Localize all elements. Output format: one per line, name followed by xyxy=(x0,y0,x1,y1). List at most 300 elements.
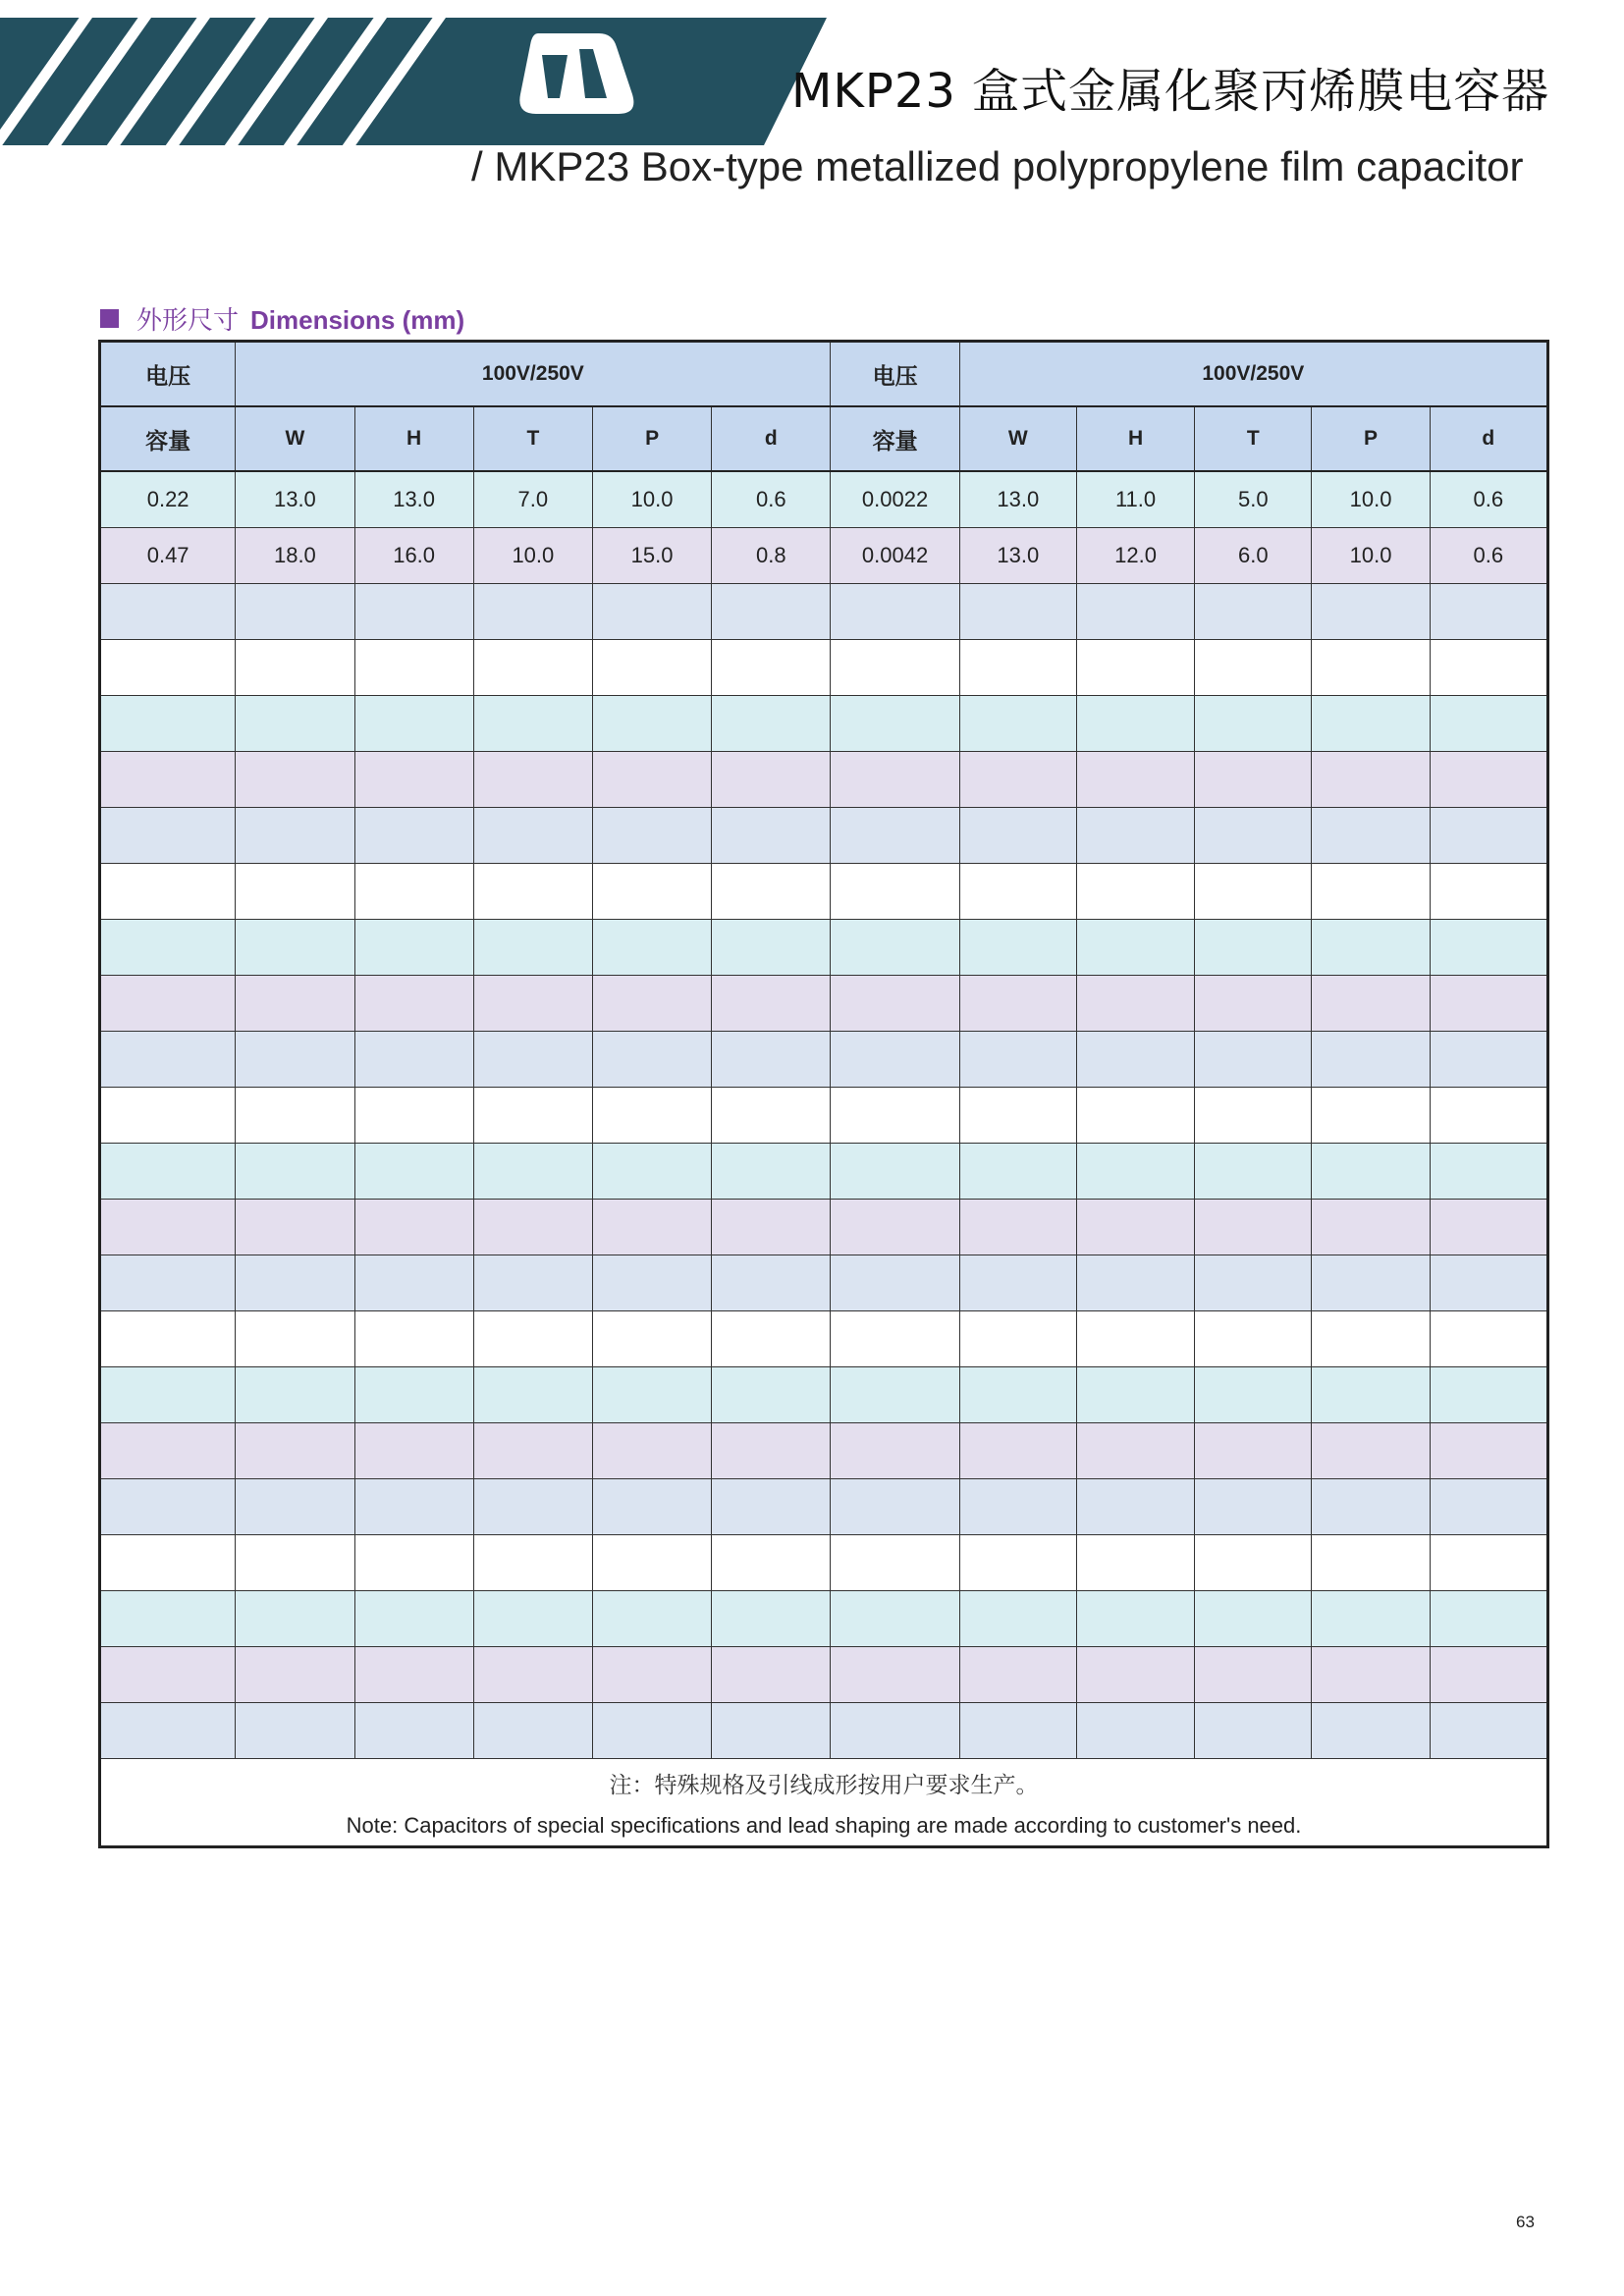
table-cell xyxy=(1076,1200,1194,1255)
voltage-label-right: 电压 xyxy=(831,342,959,407)
table-cell xyxy=(831,752,959,808)
table-cell xyxy=(959,1200,1076,1255)
table-cell xyxy=(592,1423,711,1479)
table-cell xyxy=(1312,1088,1430,1144)
table-cell xyxy=(1076,1032,1194,1088)
table-cell xyxy=(959,1032,1076,1088)
table-cell: 0.6 xyxy=(1430,471,1547,528)
table-cell xyxy=(959,1647,1076,1703)
table-cell xyxy=(100,1088,236,1144)
table-row xyxy=(100,584,1548,640)
column-header-w: W xyxy=(959,406,1076,471)
table-row xyxy=(100,1647,1548,1703)
table-cell xyxy=(236,1200,354,1255)
table-cell xyxy=(959,920,1076,976)
table-cell xyxy=(712,696,831,752)
table-cell xyxy=(712,1423,831,1479)
table-cell xyxy=(1430,1200,1547,1255)
table-cell xyxy=(236,1535,354,1591)
page-title-cn: MKP23 盒式金属化聚丙烯膜电容器 xyxy=(791,64,1550,119)
table-cell xyxy=(831,1367,959,1423)
table-cell: 0.47 xyxy=(100,528,236,584)
column-header-d: d xyxy=(1430,406,1547,471)
table-cell xyxy=(236,1144,354,1200)
table-cell xyxy=(712,1311,831,1367)
table-cell xyxy=(473,1311,592,1367)
table-cell xyxy=(100,976,236,1032)
table-cell: 11.0 xyxy=(1076,471,1194,528)
table-cell xyxy=(831,1255,959,1311)
table-cell xyxy=(592,1647,711,1703)
table-cell xyxy=(236,584,354,640)
table-cell xyxy=(592,1255,711,1311)
table-cell xyxy=(473,1032,592,1088)
table-cell xyxy=(473,1647,592,1703)
table-cell xyxy=(1076,1703,1194,1759)
table-cell xyxy=(100,696,236,752)
table-cell xyxy=(712,1032,831,1088)
table-cell xyxy=(1312,1255,1430,1311)
table-cell xyxy=(1312,976,1430,1032)
table-cell xyxy=(354,1479,473,1535)
table-row xyxy=(100,1255,1548,1311)
table-cell xyxy=(1312,584,1430,640)
table-cell xyxy=(473,1088,592,1144)
table-cell xyxy=(236,1591,354,1647)
table-cell xyxy=(1312,640,1430,696)
table-cell xyxy=(592,976,711,1032)
table-cell xyxy=(592,1479,711,1535)
table-cell xyxy=(959,1088,1076,1144)
table-cell xyxy=(1076,1367,1194,1423)
table-cell xyxy=(1195,1703,1312,1759)
table-cell xyxy=(100,920,236,976)
table-cell xyxy=(1430,1591,1547,1647)
table-cell xyxy=(100,1423,236,1479)
table-cell xyxy=(831,1200,959,1255)
table-cell xyxy=(831,1479,959,1535)
table-cell xyxy=(831,640,959,696)
table-cell xyxy=(959,1703,1076,1759)
table-cell xyxy=(354,1255,473,1311)
table-cell xyxy=(592,1535,711,1591)
column-header-t: T xyxy=(473,406,592,471)
table-cell: 0.8 xyxy=(712,528,831,584)
table-cell: 10.0 xyxy=(1312,528,1430,584)
column-header-w: W xyxy=(236,406,354,471)
table-cell xyxy=(1076,1255,1194,1311)
table-cell xyxy=(831,1423,959,1479)
table-cell xyxy=(592,640,711,696)
table-cell xyxy=(712,1144,831,1200)
table-cell: 0.6 xyxy=(1430,528,1547,584)
table-cell xyxy=(354,584,473,640)
table-cell xyxy=(592,808,711,864)
table-cell xyxy=(959,584,1076,640)
table-cell xyxy=(1312,808,1430,864)
table-row xyxy=(100,1200,1548,1255)
table-row xyxy=(100,808,1548,864)
table-cell xyxy=(100,1255,236,1311)
table-cell xyxy=(1076,1088,1194,1144)
table-cell xyxy=(100,1535,236,1591)
table-cell xyxy=(592,1032,711,1088)
table-cell xyxy=(959,1591,1076,1647)
table-cell xyxy=(100,1032,236,1088)
voltage-label-left: 电压 xyxy=(100,342,236,407)
table-cell xyxy=(592,1088,711,1144)
table-cell xyxy=(100,752,236,808)
table-cell xyxy=(831,584,959,640)
table-cell xyxy=(1312,1032,1430,1088)
table-cell xyxy=(1312,1200,1430,1255)
table-cell xyxy=(712,1479,831,1535)
table-cell xyxy=(1430,1703,1547,1759)
table-cell xyxy=(1312,1367,1430,1423)
table-cell xyxy=(712,808,831,864)
table-cell xyxy=(712,1535,831,1591)
table-cell xyxy=(354,976,473,1032)
table-cell: 6.0 xyxy=(1195,528,1312,584)
table-cell xyxy=(1430,1255,1547,1311)
table-cell xyxy=(1312,1703,1430,1759)
table-cell xyxy=(473,864,592,920)
table-cell xyxy=(354,1423,473,1479)
table-cell xyxy=(592,864,711,920)
table-cell xyxy=(473,752,592,808)
table-cell xyxy=(354,696,473,752)
table-cell xyxy=(1195,584,1312,640)
table-cell xyxy=(712,1703,831,1759)
table-cell xyxy=(1195,1479,1312,1535)
table-cell: 16.0 xyxy=(354,528,473,584)
column-header-row xyxy=(100,406,1548,471)
header-banner xyxy=(0,0,1624,189)
table-cell xyxy=(1312,1647,1430,1703)
table-cell xyxy=(712,1088,831,1144)
table-cell xyxy=(473,1144,592,1200)
table-row xyxy=(100,1144,1548,1200)
table-cell xyxy=(959,864,1076,920)
table-cell xyxy=(100,640,236,696)
table-cell: 15.0 xyxy=(592,528,711,584)
table-cell xyxy=(1195,920,1312,976)
table-cell: 0.0042 xyxy=(831,528,959,584)
table-cell xyxy=(1195,808,1312,864)
table-row xyxy=(100,1479,1548,1535)
table-cell xyxy=(712,584,831,640)
table-cell xyxy=(712,640,831,696)
table-cell xyxy=(473,1479,592,1535)
section-title-en: Dimensions (mm) xyxy=(250,305,465,335)
table-cell xyxy=(592,752,711,808)
table-cell xyxy=(712,752,831,808)
table-cell xyxy=(236,1647,354,1703)
table-cell: 10.0 xyxy=(473,528,592,584)
table-cell xyxy=(354,1311,473,1367)
table-cell xyxy=(959,640,1076,696)
table-cell xyxy=(1430,808,1547,864)
table-cell xyxy=(1195,752,1312,808)
table-cell xyxy=(354,1088,473,1144)
table-cell xyxy=(1430,584,1547,640)
table-cell xyxy=(1430,864,1547,920)
table-cell xyxy=(959,808,1076,864)
table-cell xyxy=(100,1479,236,1535)
table-row xyxy=(100,1367,1548,1423)
table-row xyxy=(100,640,1548,696)
table-cell xyxy=(712,920,831,976)
table-cell xyxy=(1076,1423,1194,1479)
section-title xyxy=(100,300,464,337)
table-cell xyxy=(100,864,236,920)
note-cell xyxy=(100,1759,1548,1847)
table-cell xyxy=(831,696,959,752)
table-cell xyxy=(1430,752,1547,808)
table-cell xyxy=(473,920,592,976)
table-cell xyxy=(1195,696,1312,752)
column-header-h: H xyxy=(1076,406,1194,471)
table-cell xyxy=(831,1032,959,1088)
table-cell xyxy=(236,1703,354,1759)
table-cell xyxy=(1312,864,1430,920)
table-cell xyxy=(831,864,959,920)
table-cell xyxy=(1430,1479,1547,1535)
table-cell xyxy=(473,1703,592,1759)
table-cell: 10.0 xyxy=(592,471,711,528)
table-cell xyxy=(1430,1311,1547,1367)
table-cell xyxy=(1076,1535,1194,1591)
table-cell xyxy=(354,1703,473,1759)
table-cell: 13.0 xyxy=(354,471,473,528)
table-cell xyxy=(236,752,354,808)
table-cell xyxy=(1195,1088,1312,1144)
table-cell xyxy=(1312,1479,1430,1535)
table-cell xyxy=(473,976,592,1032)
table-cell xyxy=(236,1032,354,1088)
table-cell xyxy=(1430,640,1547,696)
table-cell xyxy=(959,1255,1076,1311)
table-cell xyxy=(473,696,592,752)
section-title-cn: 外形尺寸 xyxy=(136,306,240,336)
page-number: 63 xyxy=(1516,2213,1535,2231)
table-cell xyxy=(236,696,354,752)
table-cell xyxy=(236,976,354,1032)
table-cell xyxy=(100,1144,236,1200)
table-cell xyxy=(831,1703,959,1759)
table-cell xyxy=(959,976,1076,1032)
table-cell xyxy=(236,640,354,696)
table-cell xyxy=(831,976,959,1032)
table-cell xyxy=(473,640,592,696)
table-cell: 0.22 xyxy=(100,471,236,528)
table-cell xyxy=(712,1591,831,1647)
table-cell xyxy=(831,1311,959,1367)
table-cell: 10.0 xyxy=(1312,471,1430,528)
table-cell xyxy=(236,1423,354,1479)
table-row xyxy=(100,471,1548,528)
table-cell xyxy=(592,1200,711,1255)
table-row xyxy=(100,1088,1548,1144)
table-cell xyxy=(1312,1535,1430,1591)
table-cell xyxy=(236,808,354,864)
table-row xyxy=(100,920,1548,976)
table-cell xyxy=(1076,584,1194,640)
table-cell xyxy=(1430,696,1547,752)
capacity-label: 容量 xyxy=(100,406,236,471)
table-cell: 13.0 xyxy=(959,528,1076,584)
table-cell xyxy=(1195,976,1312,1032)
square-bullet-icon xyxy=(100,309,119,328)
table-cell xyxy=(1076,640,1194,696)
table-cell xyxy=(473,1255,592,1311)
table-cell xyxy=(473,1200,592,1255)
table-cell xyxy=(592,1591,711,1647)
table-cell xyxy=(1076,1479,1194,1535)
table-row xyxy=(100,528,1548,584)
table-cell xyxy=(831,1144,959,1200)
table-cell xyxy=(100,1647,236,1703)
table-cell xyxy=(959,1144,1076,1200)
table-cell xyxy=(1312,920,1430,976)
table-cell xyxy=(959,752,1076,808)
table-cell xyxy=(1312,1591,1430,1647)
table-cell xyxy=(1195,1144,1312,1200)
table-cell xyxy=(1430,976,1547,1032)
table-cell xyxy=(1195,1255,1312,1311)
table-row xyxy=(100,976,1548,1032)
table-cell xyxy=(354,808,473,864)
column-header-h: H xyxy=(354,406,473,471)
table-cell xyxy=(1430,1144,1547,1200)
table-cell xyxy=(592,584,711,640)
table-cell xyxy=(592,920,711,976)
table-row xyxy=(100,1591,1548,1647)
table-cell xyxy=(354,1647,473,1703)
table-row xyxy=(100,696,1548,752)
table-cell xyxy=(592,1367,711,1423)
table-cell xyxy=(100,808,236,864)
table-cell xyxy=(236,864,354,920)
table-cell xyxy=(712,1647,831,1703)
table-cell xyxy=(100,1367,236,1423)
table-cell xyxy=(831,1591,959,1647)
page-title-en: / MKP23 Box-type metallized polypropylene film capacitor xyxy=(471,143,1524,189)
table-row xyxy=(100,1423,1548,1479)
column-header-p: P xyxy=(592,406,711,471)
table-cell xyxy=(712,1200,831,1255)
table-cell xyxy=(236,1367,354,1423)
table-cell xyxy=(712,864,831,920)
table-cell xyxy=(959,1479,1076,1535)
table-row xyxy=(100,1535,1548,1591)
table-cell xyxy=(592,696,711,752)
table-cell xyxy=(236,1479,354,1535)
table-cell xyxy=(1312,1144,1430,1200)
table-cell xyxy=(354,1032,473,1088)
table-cell xyxy=(592,1144,711,1200)
voltage-value-left: 100V/250V xyxy=(236,342,831,407)
table-cell xyxy=(473,808,592,864)
table-cell xyxy=(473,1423,592,1479)
table-cell xyxy=(473,1591,592,1647)
table-cell xyxy=(1430,1535,1547,1591)
table-cell xyxy=(1312,696,1430,752)
table-cell xyxy=(1195,1311,1312,1367)
table-cell xyxy=(354,1535,473,1591)
table-row xyxy=(100,1032,1548,1088)
table-cell xyxy=(100,1703,236,1759)
table-cell xyxy=(712,1367,831,1423)
column-header-d: d xyxy=(712,406,831,471)
table-cell: 5.0 xyxy=(1195,471,1312,528)
table-cell xyxy=(236,920,354,976)
table-cell: 7.0 xyxy=(473,471,592,528)
table-cell xyxy=(1076,920,1194,976)
table-cell xyxy=(354,920,473,976)
table-cell: 12.0 xyxy=(1076,528,1194,584)
table-cell xyxy=(100,1591,236,1647)
note-row xyxy=(100,1759,1548,1847)
table-cell xyxy=(473,1367,592,1423)
table-cell xyxy=(1195,1200,1312,1255)
table-row xyxy=(100,1311,1548,1367)
dimensions-table xyxy=(98,340,1549,1848)
table-cell xyxy=(1195,1367,1312,1423)
table-cell xyxy=(236,1255,354,1311)
table-cell xyxy=(959,1535,1076,1591)
table-cell xyxy=(236,1088,354,1144)
table-cell xyxy=(100,1200,236,1255)
table-cell xyxy=(1312,1311,1430,1367)
table-cell xyxy=(1076,864,1194,920)
table-cell xyxy=(1312,1423,1430,1479)
table-cell xyxy=(1195,1535,1312,1591)
table-cell xyxy=(354,640,473,696)
column-header-t: T xyxy=(1195,406,1312,471)
table-cell xyxy=(1430,1647,1547,1703)
table-cell xyxy=(473,1535,592,1591)
table-cell xyxy=(592,1703,711,1759)
table-cell xyxy=(236,1311,354,1367)
table-cell: 13.0 xyxy=(959,471,1076,528)
table-cell: 0.6 xyxy=(712,471,831,528)
table-cell xyxy=(712,1255,831,1311)
table-cell: 18.0 xyxy=(236,528,354,584)
voltage-header-row xyxy=(100,342,1548,407)
table-cell xyxy=(354,1144,473,1200)
table-row xyxy=(100,752,1548,808)
table-cell xyxy=(1076,976,1194,1032)
table-row xyxy=(100,864,1548,920)
table-cell xyxy=(1076,1591,1194,1647)
table-row xyxy=(100,1703,1548,1759)
table-cell xyxy=(100,1311,236,1367)
table-cell xyxy=(831,1535,959,1591)
table-cell xyxy=(354,752,473,808)
column-header-p: P xyxy=(1312,406,1430,471)
note-cn: 注：特殊规格及引线成形按用户要求生产。 xyxy=(609,1772,1039,1798)
note-en: Note: Capacitors of special specifications and lead shaping are made according to customer's need. xyxy=(346,1812,1302,1838)
capacity-label: 容量 xyxy=(831,406,959,471)
table-cell xyxy=(1430,1367,1547,1423)
table-cell xyxy=(959,1423,1076,1479)
table-cell xyxy=(1195,864,1312,920)
table-cell xyxy=(354,864,473,920)
table-cell xyxy=(1430,1032,1547,1088)
table-cell xyxy=(1430,1088,1547,1144)
table-cell xyxy=(959,696,1076,752)
